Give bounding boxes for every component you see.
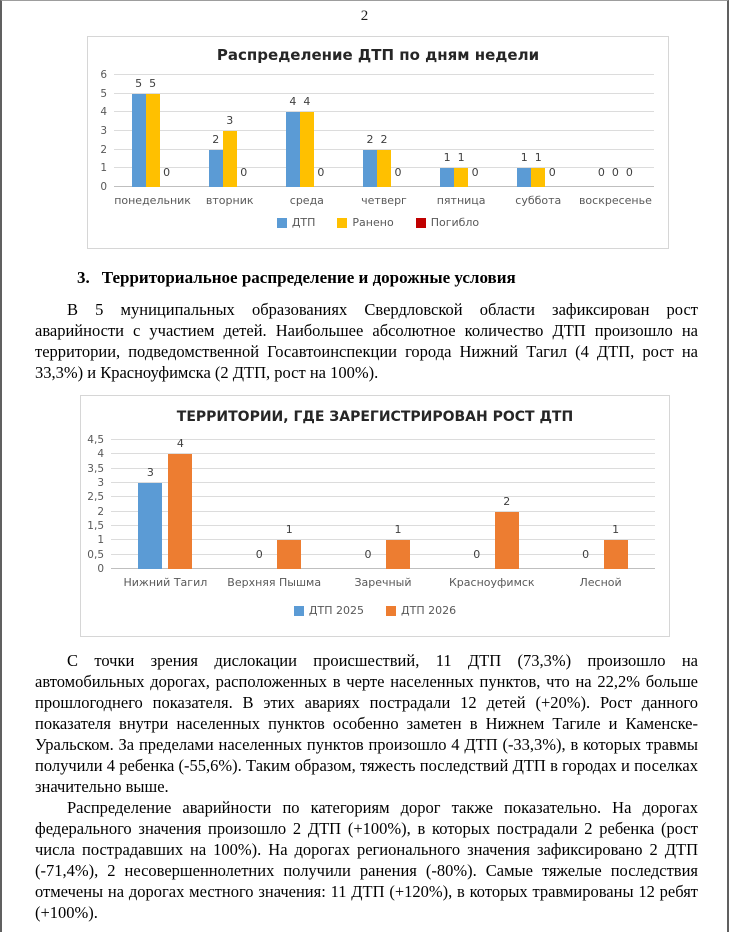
bar bbox=[168, 454, 192, 569]
bar-group bbox=[345, 75, 422, 187]
series-slot bbox=[363, 75, 377, 187]
series-slot bbox=[594, 75, 608, 187]
series-slot bbox=[247, 440, 271, 569]
data-label: 2 bbox=[212, 132, 220, 146]
series-slot bbox=[146, 75, 160, 187]
y-axis-tick-label: 1 bbox=[100, 162, 107, 175]
bar-group bbox=[546, 440, 655, 569]
legend-swatch-icon bbox=[294, 606, 304, 616]
data-label: 0 bbox=[364, 548, 372, 561]
data-label: 0 bbox=[597, 166, 605, 179]
data-label: 0 bbox=[473, 548, 481, 561]
series-slot bbox=[495, 440, 519, 569]
legend-label: ДТП 2025 bbox=[308, 604, 364, 617]
bar-groups bbox=[114, 75, 654, 187]
chart-title: ТЕРРИТОРИИ, ГДЕ ЗАРЕГИСТРИРОВАН РОСТ ДТП bbox=[176, 409, 574, 425]
y-axis-tick-label: 3 bbox=[97, 477, 104, 489]
data-label: 0 bbox=[625, 166, 633, 179]
legend-swatch-icon bbox=[277, 218, 287, 228]
paragraph-territorial-overview: В 5 муниципальных образованиях Свердловской области зафиксирован рост аварийности с участием детей. Наибольшее абсолютное количество ДТП произошло на территории, подведомственной Госавтоинспекции города Нижний Тагил (4 ДТП, рост на 33,3%) и Красноуфимска (2 ДТП, рост на 100%). bbox=[35, 300, 698, 382]
category-label: Нижний Тагил bbox=[123, 576, 208, 589]
bar bbox=[440, 168, 454, 187]
y-axis-tick-label: 4 bbox=[100, 106, 107, 119]
category-label: четверг bbox=[361, 194, 407, 207]
y-axis bbox=[81, 434, 111, 575]
bar bbox=[604, 540, 628, 569]
category-label: Верхняя Пышма bbox=[227, 576, 322, 589]
paragraph-road-categories: Распределение аварийности по категориям дорог также показательно. На дорогах федерального значения произошло 2 ДТП (+100%), в которых пострадали 2 ребенка (рост числа пострадавших на 100%). На дорогах регионального значения зафиксировано 2 ДТП (-71,4%), 2 несовершеннолетних получили ранения (-80%). Самые тяжелые последствия отмечены на дорогах местного значения: 11 ДТП (+120%), в которых травмированы 12 ребят (+100%). bbox=[35, 798, 698, 922]
series-slot bbox=[440, 75, 454, 187]
bar-group bbox=[423, 75, 500, 187]
series-slot bbox=[160, 75, 174, 187]
y-axis-tick-label: 4 bbox=[97, 448, 104, 461]
category-label: Заречный bbox=[354, 576, 412, 589]
chart-legend bbox=[81, 604, 669, 617]
bar bbox=[300, 112, 314, 187]
bar bbox=[531, 168, 545, 187]
bar-group bbox=[437, 440, 546, 569]
series-slot bbox=[356, 440, 380, 569]
chart-territories-growth bbox=[80, 395, 670, 637]
legend-label: ДТП bbox=[291, 216, 316, 229]
series-slot bbox=[138, 440, 162, 569]
bar bbox=[377, 150, 391, 187]
bar bbox=[138, 483, 162, 569]
data-label: 0 bbox=[255, 548, 263, 561]
legend-swatch-icon bbox=[416, 218, 426, 228]
series-slot bbox=[223, 75, 237, 187]
bar-group bbox=[268, 75, 345, 187]
bar bbox=[286, 112, 300, 187]
legend-item bbox=[337, 216, 393, 229]
series-slot bbox=[132, 75, 146, 187]
series-slot bbox=[517, 75, 531, 187]
plot bbox=[114, 75, 654, 187]
data-label: 1 bbox=[612, 523, 620, 537]
series-slot bbox=[604, 440, 628, 569]
bar bbox=[363, 150, 377, 187]
series-slot bbox=[622, 75, 636, 187]
bar-group bbox=[329, 440, 438, 569]
series-slot bbox=[574, 440, 598, 569]
y-axis-tick-label: 5 bbox=[100, 87, 107, 100]
series-slot bbox=[454, 75, 468, 187]
legend-item bbox=[277, 216, 316, 229]
plot-area bbox=[88, 69, 668, 193]
category-label: пятница bbox=[436, 194, 486, 207]
bar bbox=[495, 512, 519, 569]
category-label: воскресенье bbox=[578, 194, 652, 207]
section-heading bbox=[77, 268, 698, 288]
bar-group bbox=[220, 440, 329, 569]
category-label: Красноуфимск bbox=[449, 576, 535, 589]
series-slot bbox=[545, 75, 559, 187]
y-axis-tick-label: 2 bbox=[97, 505, 104, 518]
y-axis-tick-label: 6 bbox=[100, 69, 107, 81]
section-heading-text: Территориальное распределение и дорожные условия bbox=[101, 268, 516, 287]
data-label: 1 bbox=[520, 151, 528, 165]
category-label: среда bbox=[289, 194, 324, 207]
data-label: 4 bbox=[303, 95, 311, 109]
chart-dtp-by-weekday bbox=[87, 36, 669, 249]
legend-swatch-icon bbox=[386, 606, 396, 616]
bar-group bbox=[191, 75, 268, 187]
series-slot bbox=[468, 75, 482, 187]
series-slot bbox=[237, 75, 251, 187]
data-label: 0 bbox=[582, 548, 590, 561]
data-label: 0 bbox=[240, 166, 248, 179]
y-axis-tick-label: 4,5 bbox=[87, 434, 104, 446]
series-slot bbox=[209, 75, 223, 187]
bar bbox=[223, 131, 237, 187]
y-axis-tick-label: 0,5 bbox=[87, 548, 104, 561]
y-axis bbox=[88, 69, 114, 193]
data-label: 2 bbox=[366, 132, 374, 146]
bar bbox=[454, 168, 468, 187]
bar-group bbox=[111, 437, 220, 569]
legend-label: ДТП 2026 bbox=[401, 604, 457, 617]
y-axis-tick-label: 0 bbox=[97, 563, 104, 575]
page-number: 2 bbox=[360, 8, 369, 24]
series-slot bbox=[377, 75, 391, 187]
bar bbox=[277, 540, 301, 569]
series-slot bbox=[168, 437, 192, 569]
x-axis-categories bbox=[114, 194, 654, 207]
category-label: Лесной bbox=[579, 576, 622, 589]
plot-area bbox=[81, 434, 669, 575]
series-slot bbox=[531, 75, 545, 187]
paragraph-dislocation: С точки зрения дислокации происшествий, 11 ДТП (73,3%) произошло на автомобильных дорогах, расположенных в черте населенных пунктов, что на 22,2% больше прошлогоднего показателя. В этих авариях пострадали 12 детей (+20%). Рост данного показателя внутри населенных пунктов особенно заметен в Нижнем Тагиле и Каменске-Уральском. За пределами населенных пунктов произошло 4 ДТП (-33,3%), в которых травмы получили 4 ребенка (-55,6%). Таким образом, тяжесть последствий ДТП в городах и поселках значительно выше. bbox=[35, 651, 698, 796]
data-label: 1 bbox=[534, 151, 542, 165]
x-axis-categories bbox=[111, 576, 655, 589]
series-slot bbox=[314, 75, 328, 187]
data-label: 0 bbox=[394, 166, 402, 179]
data-label: 0 bbox=[548, 166, 556, 179]
series-slot bbox=[391, 75, 405, 187]
data-label: 0 bbox=[611, 166, 619, 179]
bar bbox=[132, 94, 146, 187]
bar bbox=[517, 168, 531, 187]
data-label: 3 bbox=[226, 114, 234, 127]
data-label: 5 bbox=[135, 76, 143, 90]
y-axis-tick-label: 2 bbox=[100, 143, 107, 156]
data-label: 3 bbox=[146, 466, 154, 479]
data-label: 1 bbox=[457, 151, 465, 165]
legend-item bbox=[386, 604, 456, 617]
y-axis-tick-label: 1,5 bbox=[87, 520, 104, 532]
series-slot bbox=[277, 440, 301, 569]
series-slot bbox=[608, 75, 622, 187]
chart-title: Распределение ДТП по дням недели bbox=[216, 46, 540, 64]
chart-legend bbox=[88, 216, 668, 229]
bar bbox=[209, 150, 223, 187]
data-label: 0 bbox=[163, 166, 171, 179]
legend-item bbox=[416, 216, 479, 229]
data-label: 0 bbox=[317, 166, 325, 179]
data-label: 4 bbox=[289, 95, 297, 109]
data-label: 1 bbox=[285, 523, 293, 537]
data-label: 2 bbox=[380, 132, 388, 146]
bar-group bbox=[577, 75, 654, 187]
data-label: 1 bbox=[443, 151, 451, 165]
legend-label: Ранено bbox=[352, 216, 394, 229]
category-label: суббота bbox=[515, 194, 562, 207]
bar-group bbox=[114, 75, 191, 187]
category-label: понедельник bbox=[114, 194, 191, 207]
plot bbox=[111, 437, 655, 569]
legend-item bbox=[294, 604, 364, 617]
series-slot bbox=[300, 75, 314, 187]
series-slot bbox=[386, 440, 410, 569]
data-label: 0 bbox=[471, 166, 479, 179]
y-axis-tick-label: 3,5 bbox=[87, 462, 104, 475]
bar-group bbox=[500, 75, 577, 187]
y-axis-tick-label: 1 bbox=[97, 534, 104, 547]
category-label: вторник bbox=[205, 194, 254, 207]
series-slot bbox=[286, 75, 300, 187]
data-label: 4 bbox=[176, 437, 184, 451]
bar bbox=[386, 540, 410, 569]
y-axis-tick-label: 0 bbox=[100, 181, 107, 193]
section-heading-number: 3. bbox=[77, 268, 90, 287]
data-label: 2 bbox=[503, 494, 511, 508]
data-label: 1 bbox=[394, 523, 402, 537]
y-axis-tick-label: 2,5 bbox=[87, 491, 104, 504]
legend-swatch-icon bbox=[337, 218, 347, 228]
bar-groups bbox=[111, 437, 655, 569]
legend-label: Погибло bbox=[430, 216, 480, 229]
data-label: 5 bbox=[149, 76, 157, 90]
y-axis-tick-label: 3 bbox=[100, 125, 107, 137]
bar bbox=[146, 94, 160, 187]
series-slot bbox=[465, 440, 489, 569]
